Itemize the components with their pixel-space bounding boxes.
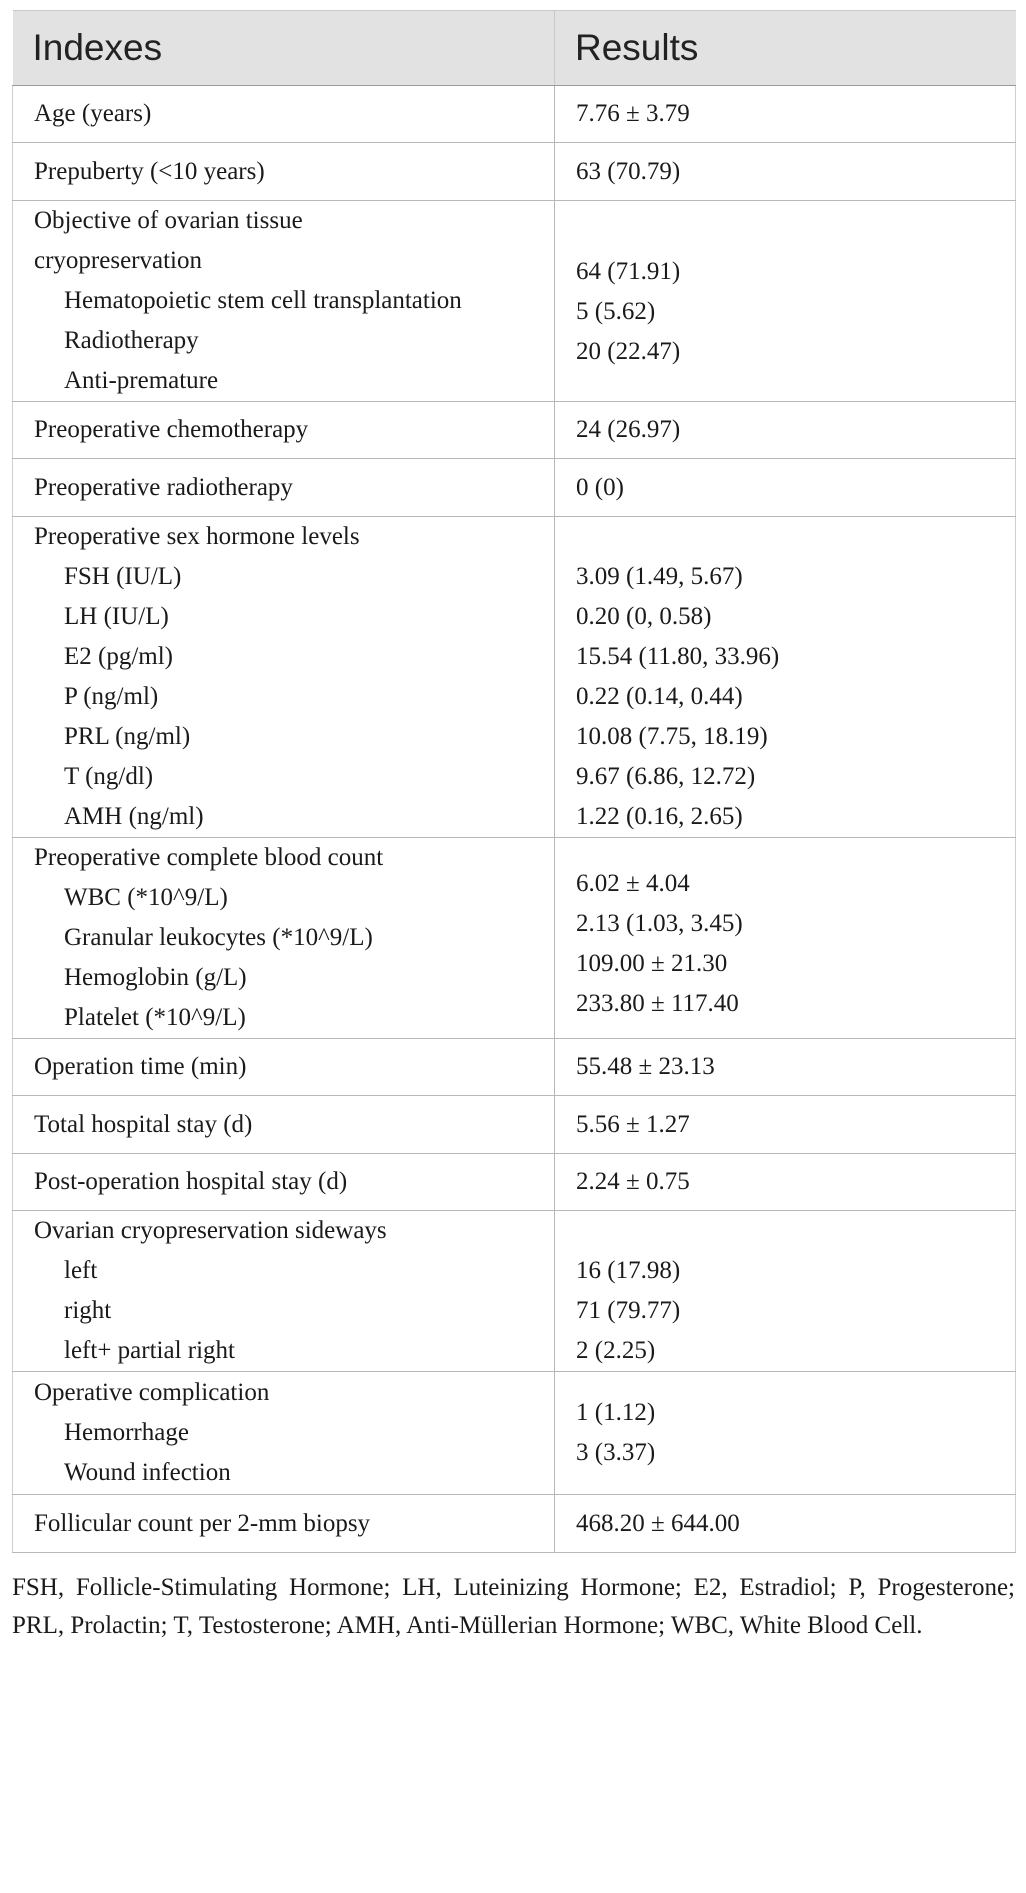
- results-table: [12, 10, 1016, 1553]
- row-value: 109.00 ± 21.30: [576, 950, 728, 977]
- table-row: [13, 1372, 1016, 1495]
- row-sublabel: Radiotherapy: [64, 327, 199, 354]
- row-sublabel: Hemorrhage: [64, 1419, 189, 1446]
- row-sublabel: P (ng/ml): [64, 683, 159, 710]
- table-body: [13, 86, 1016, 1553]
- row-value-cell: [555, 86, 1016, 143]
- row-sublabel: E2 (pg/ml): [64, 643, 174, 670]
- row-value: 0.22 (0.14, 0.44): [576, 683, 743, 710]
- row-sublabel: right: [64, 1297, 112, 1324]
- row-value: 15.54 (11.80, 33.96): [576, 643, 780, 670]
- table-row: [13, 517, 1016, 838]
- row-sublabel: Platelet (*10^9/L): [64, 1004, 246, 1031]
- row-value: 71 (79.77): [576, 1297, 681, 1324]
- row-value: 63 (70.79): [576, 157, 681, 185]
- table-footnote: FSH, Follicle-Stimulating Hormone; LH, Luteinizing Hormone; E2, Estradiol; P, Progesterone; PRL, Prolactin; T, Testosterone; AMH, Anti-Müllerian Hormone; WBC, White Blood Cell.: [12, 1574, 1015, 1639]
- row-label: Operative complication: [34, 1379, 270, 1406]
- row-value: 233.80 ± 117.40: [576, 990, 739, 1017]
- row-label: Total hospital stay (d): [34, 1110, 253, 1138]
- row-sublabel: LH (IU/L): [64, 603, 169, 630]
- row-label-cell: [13, 459, 555, 517]
- row-sublabel: Granular leukocytes (*10^9/L): [64, 924, 373, 951]
- row-label: Operation time (min): [34, 1053, 247, 1080]
- row-value: 468.20 ± 644.00: [576, 1509, 740, 1537]
- row-value: 2.24 ± 0.75: [576, 1168, 690, 1195]
- row-value-cell: [555, 1039, 1016, 1096]
- header-results: Results: [555, 11, 1016, 86]
- row-label-cell: [13, 86, 555, 143]
- table-row: [13, 838, 1016, 1039]
- row-value: 3 (3.37): [576, 1439, 656, 1466]
- row-value: 2 (2.25): [576, 1337, 656, 1364]
- row-value-cell: [555, 459, 1016, 517]
- table-row: [13, 1096, 1016, 1154]
- row-value-cell: [555, 838, 1016, 1039]
- row-label-cell: [13, 1096, 555, 1154]
- table-row: [13, 1495, 1016, 1553]
- row-value: 1.22 (0.16, 2.65): [576, 803, 743, 830]
- table-row: [13, 201, 1016, 402]
- row-label: Follicular count per 2-mm biopsy: [34, 1509, 371, 1537]
- row-value: 9.67 (6.86, 12.72): [576, 763, 756, 790]
- row-value-cell: [555, 143, 1016, 201]
- table-row: [13, 1039, 1016, 1096]
- row-value: 16 (17.98): [576, 1257, 681, 1284]
- row-label-cell: [13, 1154, 555, 1211]
- row-label-cell: [13, 143, 555, 201]
- row-sublabel: Anti-premature: [64, 367, 219, 394]
- row-value: 6.02 ± 4.04: [576, 870, 690, 897]
- row-value: 5 (5.62): [576, 298, 656, 325]
- row-sublabel: T (ng/dl): [64, 763, 154, 790]
- row-value: 20 (22.47): [576, 338, 681, 365]
- row-value: 0 (0): [576, 473, 624, 501]
- header-row: [13, 11, 1016, 86]
- table-row: [13, 86, 1016, 143]
- row-label-cell: [13, 1211, 555, 1372]
- row-label-cell: [13, 1372, 555, 1495]
- row-sublabel: WBC (*10^9/L): [64, 884, 228, 911]
- row-label: Preoperative chemotherapy: [34, 416, 309, 443]
- row-value-cell: [555, 1495, 1016, 1553]
- table-row: [13, 1154, 1016, 1211]
- row-label: Prepuberty (<10 years): [34, 157, 265, 185]
- row-label-cell: [13, 402, 555, 459]
- row-sublabel: AMH (ng/ml): [64, 803, 204, 830]
- row-value: 1 (1.12): [576, 1399, 656, 1426]
- table-row: [13, 402, 1016, 459]
- row-value-cell: [555, 1154, 1016, 1211]
- header-indexes: Indexes: [13, 11, 555, 86]
- row-value-cell: [555, 1096, 1016, 1154]
- row-value: 64 (71.91): [576, 258, 681, 285]
- row-label: Post-operation hospital stay (d): [34, 1168, 348, 1195]
- row-value-cell: [555, 517, 1016, 838]
- row-value-cell: [555, 201, 1016, 402]
- row-value: 24 (26.97): [576, 416, 681, 443]
- row-sublabel: PRL (ng/ml): [64, 723, 191, 750]
- row-sublabel: FSH (IU/L): [64, 563, 182, 590]
- row-value-cell: [555, 1211, 1016, 1372]
- table-row: [13, 1211, 1016, 1372]
- row-value: 2.13 (1.03, 3.45): [576, 910, 743, 937]
- row-label-cell: [13, 838, 555, 1039]
- row-value-cell: [555, 1372, 1016, 1495]
- row-label: Ovarian cryopreservation sideways: [34, 1217, 387, 1244]
- row-value: 10.08 (7.75, 18.19): [576, 723, 768, 750]
- row-value: 5.56 ± 1.27: [576, 1110, 690, 1138]
- table-figure: [12, 10, 1015, 1645]
- row-sublabel: Hematopoietic stem cell transplantation: [64, 287, 462, 314]
- row-sublabel: Hemoglobin (g/L): [64, 964, 247, 991]
- row-sublabel: Wound infection: [64, 1459, 231, 1486]
- row-sublabel: left: [64, 1257, 98, 1284]
- row-sublabel: left+ partial right: [64, 1337, 235, 1364]
- row-label-cell: [13, 201, 555, 402]
- row-value: 55.48 ± 23.13: [576, 1053, 715, 1080]
- row-label-cell: [13, 517, 555, 838]
- row-label: Age (years): [34, 100, 152, 127]
- row-label: Preoperative complete blood count: [34, 844, 384, 871]
- row-label-cell: [13, 1495, 555, 1553]
- table-row: [13, 459, 1016, 517]
- row-value: 0.20 (0, 0.58): [576, 603, 712, 630]
- row-value: 3.09 (1.49, 5.67): [576, 563, 743, 590]
- row-label: cryopreservation: [34, 247, 202, 274]
- table-row: [13, 143, 1016, 201]
- row-label: Preoperative sex hormone levels: [34, 523, 360, 550]
- row-label: Objective of ovarian tissue: [34, 207, 303, 234]
- row-value-cell: [555, 402, 1016, 459]
- row-label: Preoperative radiotherapy: [34, 473, 293, 501]
- row-label-cell: [13, 1039, 555, 1096]
- row-value: 7.76 ± 3.79: [576, 100, 690, 127]
